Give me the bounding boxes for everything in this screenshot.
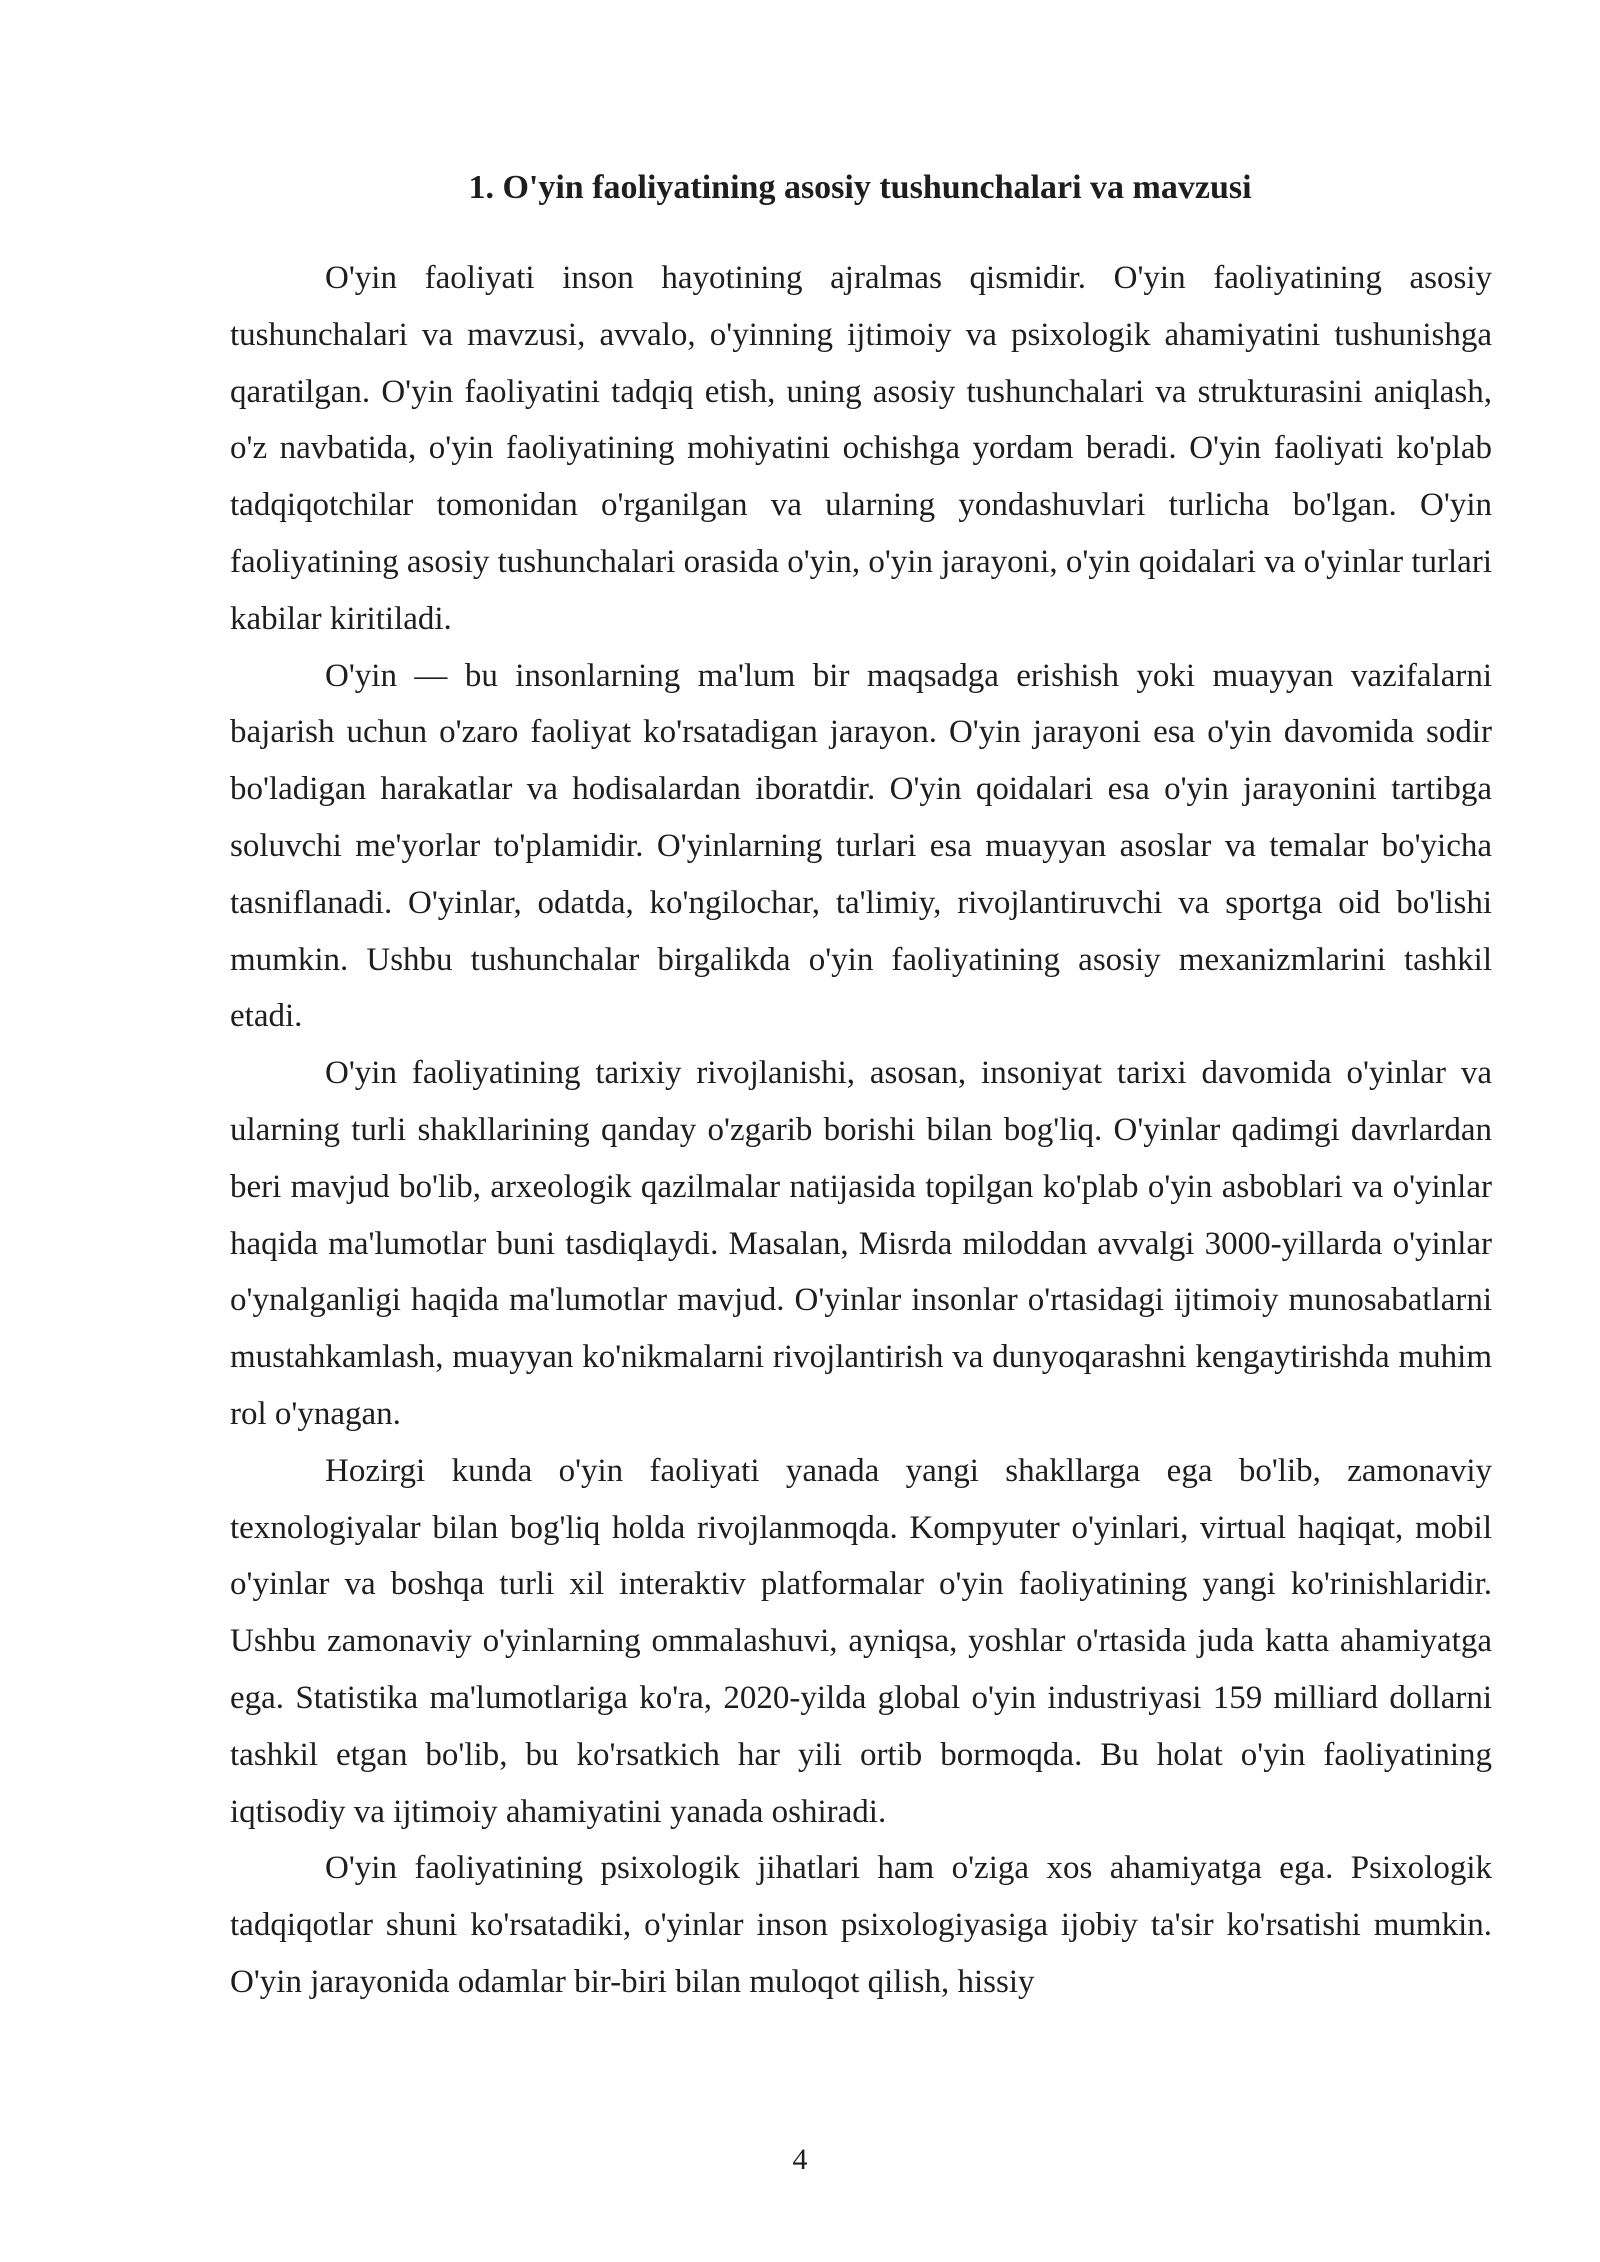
paragraph-2: O'yin — bu insonlarning ma'lum bir maqsadga erishish yoki muayyan vazifalarni bajarish uchun o'zaro faoliyat ko'rsatadigan jarayon. O'yin jarayoni esa o'yin davomida sodir bo'ladigan harakatlar va hodisalardan iboratdir. O'yin qoidalari esa o'yin jarayonini tartibga soluvchi me'yorlar to'plamidir. O'yinlarning turlari esa muayyan asoslar va temalar bo'yicha tasniflanadi. O'yinlar, odatda, ko'ngilochar, ta'limiy, rivojlantiruvchi va sportga oid bo'lishi mumkin. Ushbu tushunchalar birgalikda o'yin faoliyatining asosiy mexanizmlarini tashkil etadi. <box>230 657 1492 1035</box>
paragraph-3: O'yin faoliyatining tarixiy rivojlanishi, asosan, insoniyat tarixi davomida o'yinlar va ularning turli shakllarining qanday o'zgarib borishi bilan bog'liq. O'yinlar qadimgi davrlardan beri mavjud bo'lib, arxeologik qazilmalar natijasida topilgan ko'plab o'yin asboblari va o'yinlar haqida ma'lumotlar buni tasdiqlaydi. Masalan, Misrda miloddan avvalgi 3000-yillarda o'yinlar o'ynalganligi haqida ma'lumotlar mavjud. O'yinlar insonlar o'rtasidagi ijtimoiy munosabatlarni mustahkamlash, muayyan ko'nikmalarni rivojlantirish va dunyoqarashni kengaytirishda muhim rol o'ynagan. <box>230 1055 1492 1432</box>
paragraph-1: O'yin faoliyati inson hayotining ajralmas qismidir. O'yin faoliyatining asosiy tushunchalari va mavzusi, avvalo, o'yinning ijtimoiy va psixologik ahamiyatini tushunishga qaratilgan. O'yin faoliyatini tadqiq etish, uning asosiy tushunchalari va strukturasini aniqlash, o'z navbatida, o'yin faoliyatining mohiyatini ochishga yordam beradi. O'yin faoliyati ko'plab tadqiqotchilar tomonidan o'rganilgan va ularning yondashuvlari turlicha bo'lgan. O'yin faoliyatining asosiy tushunchalari orasida o'yin, o'yin jarayoni, o'yin qoidalari va o'yinlar turlari kabilar kiritiladi. <box>230 260 1492 637</box>
document-body <box>230 250 1492 2011</box>
section-title: 1. O'yin faoliyatining asosiy tushunchalari va mavzusi <box>468 169 1252 206</box>
paragraph-5: O'yin faoliyatining psixologik jihatlari ham o'ziga xos ahamiyatga ega. Psixologik tadqiqotlar shuni ko'rsatadiki, o'yinlar inson psixologiyasiga ijobiy ta'sir ko'rsatishi mumkin. O'yin jarayonida odamlar bir-biri bilan muloqot qilish, hissiy <box>230 1850 1492 2000</box>
page-number: 4 <box>792 2143 808 2176</box>
paragraph-4: Hozirgi kunda o'yin faoliyati yanada yangi shakllarga ega bo'lib, zamonaviy texnologiyalar bilan bog'liq holda rivojlanmoqda. Kompyuter o'yinlari, virtual haqiqat, mobil o'yinlar va boshqa turli xil interaktiv platformalar o'yin faoliyatining yangi ko'rinishlaridir. Ushbu zamonaviy o'yinlarning ommalashuvi, ayniqsa, yoshlar o'rtasida juda katta ahamiyatga ega. Statistika ma'lumotlariga ko'ra, 2020-yilda global o'yin industriyasi 159 milliard dollarni tashkil etgan bo'lib, bu ko'rsatkich har yili ortib bormoqda. Bu holat o'yin faoliyatining iqtisodiy va ijtimoiy ahamiyatini yanada oshiradi. <box>230 1452 1492 1830</box>
